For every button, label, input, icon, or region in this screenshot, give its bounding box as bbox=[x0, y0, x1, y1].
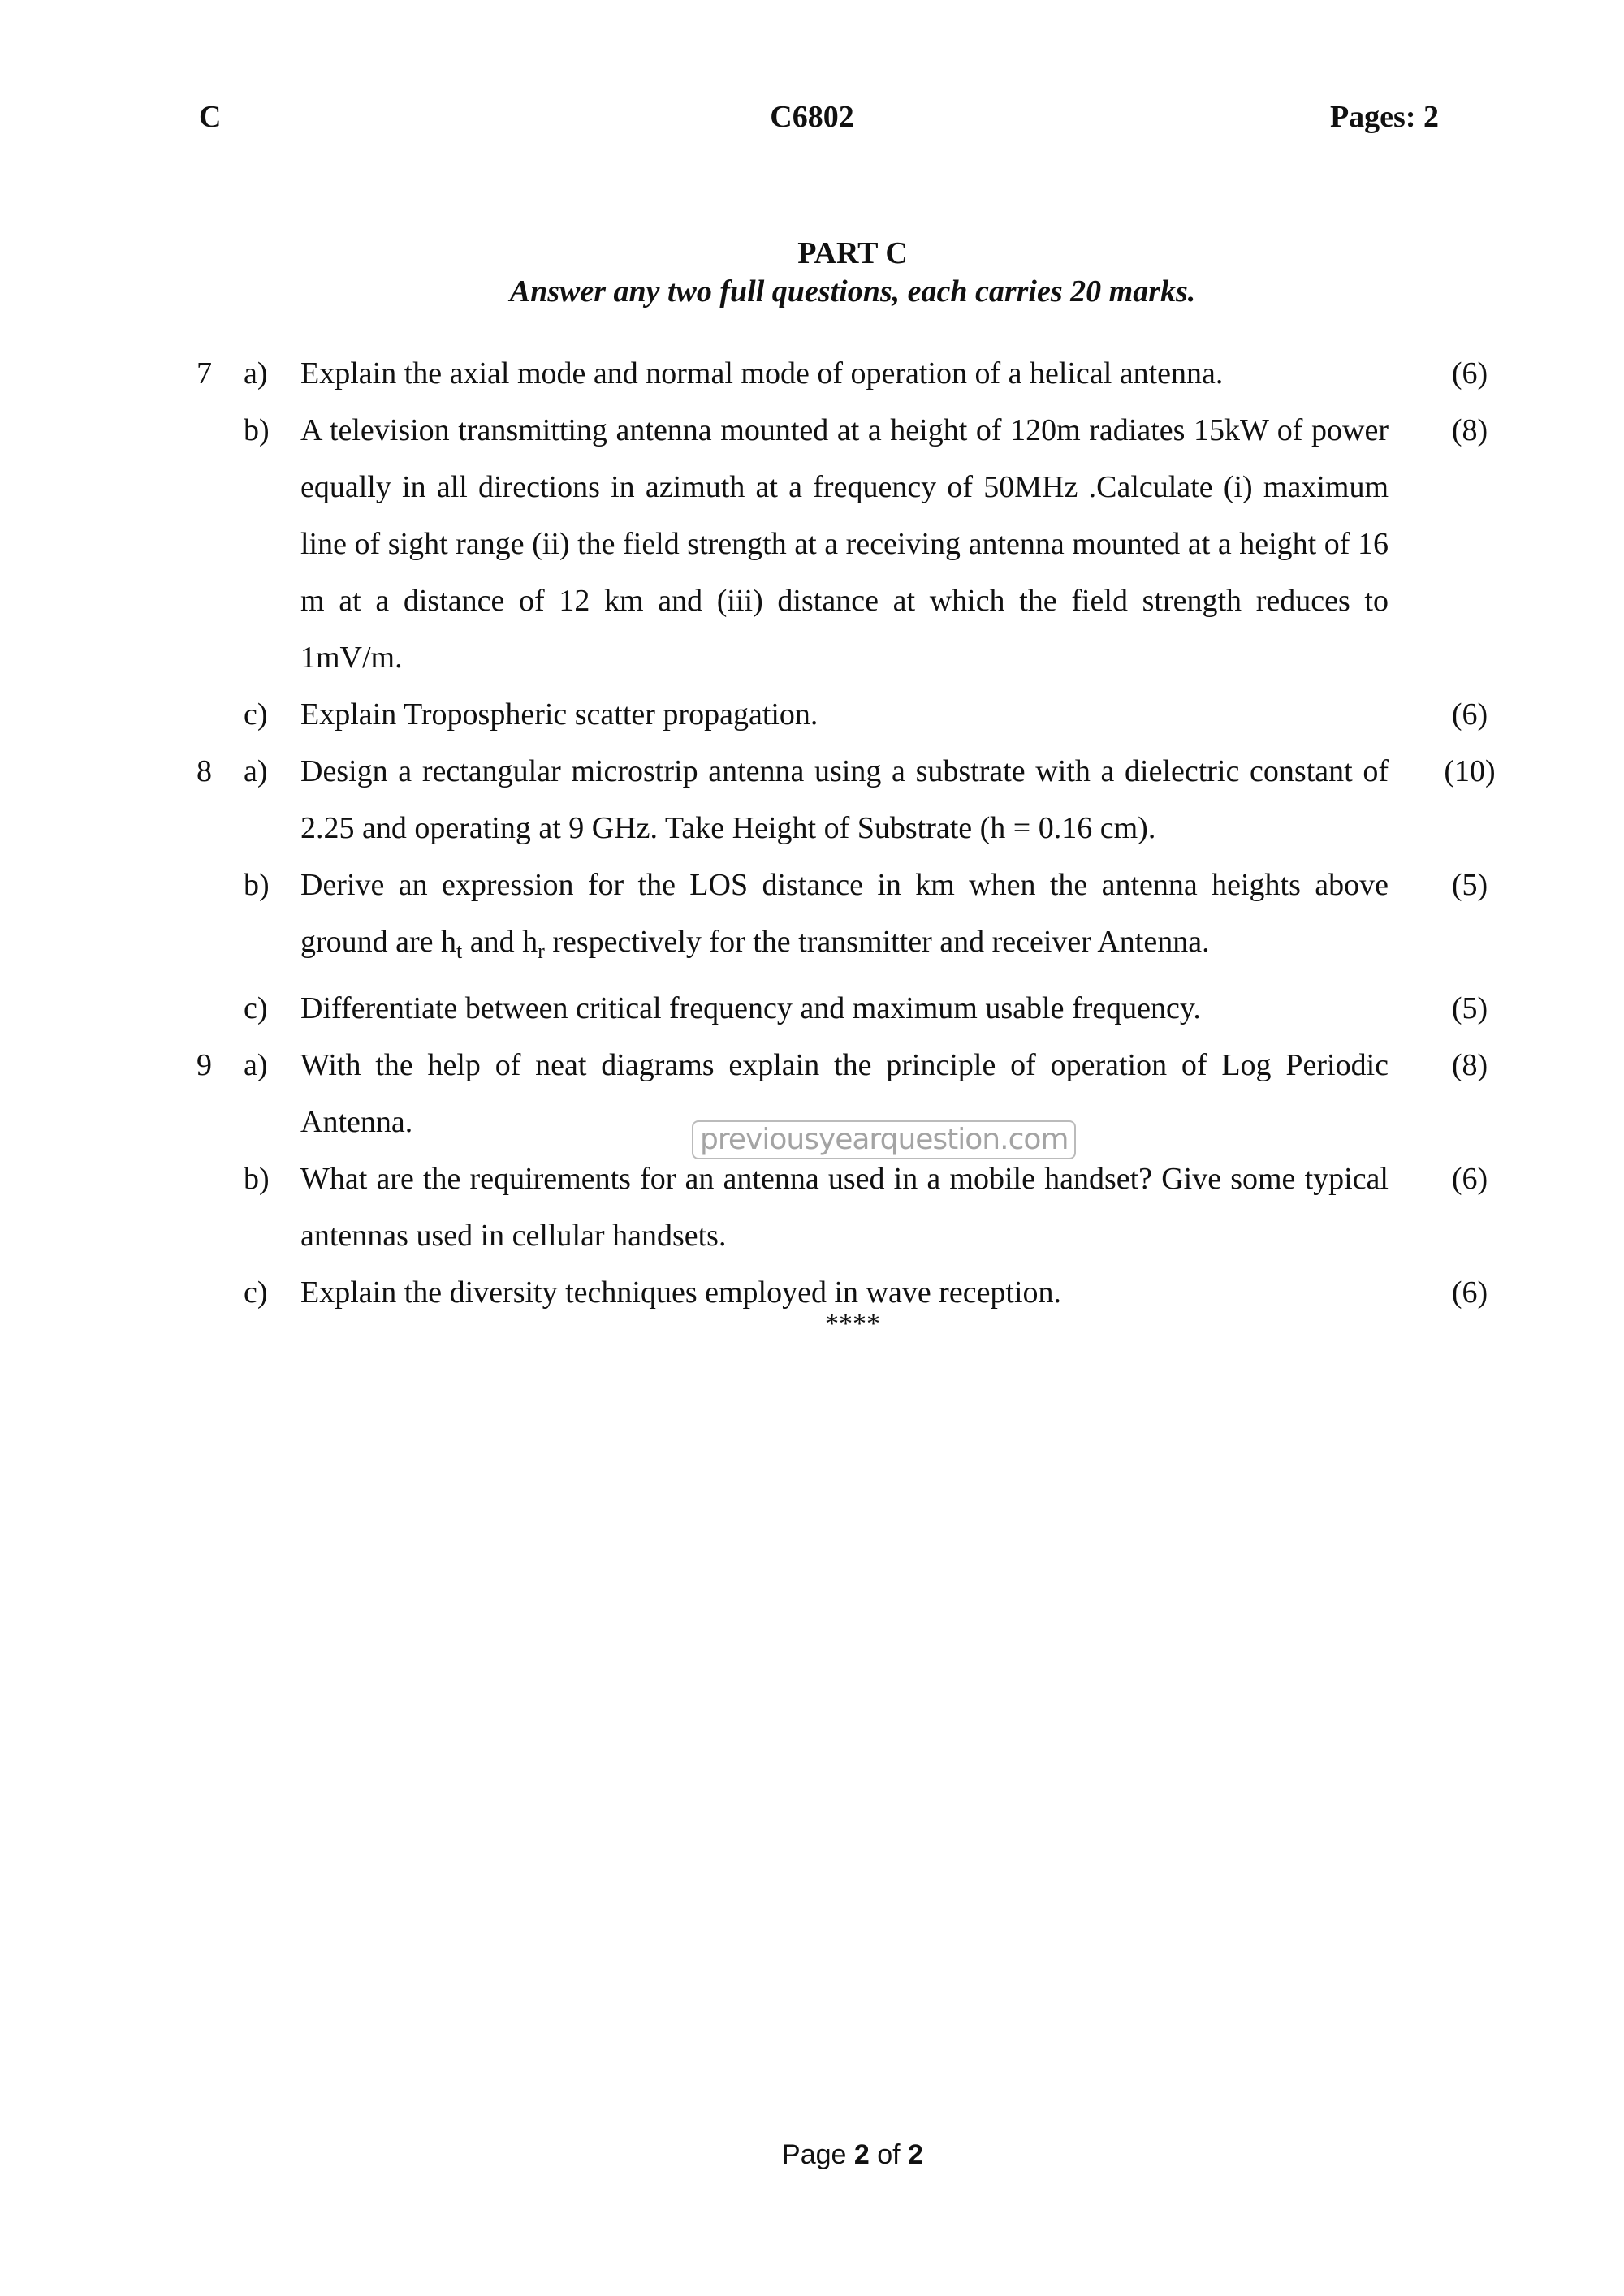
sub-label: b) bbox=[244, 1162, 270, 1196]
question-text: What are the requirements for an antenna used in a mobile handset? Give some typical antennas used in cellular handsets. bbox=[300, 1162, 1389, 1253]
question-list bbox=[0, 345, 1624, 1321]
question-text-start: Derive an expression for the LOS distance in km when the antenna heights above ground are h bbox=[300, 868, 1389, 959]
question-marks: (5) bbox=[1451, 868, 1488, 902]
sub-label: c) bbox=[244, 991, 268, 1025]
question-marks: (6) bbox=[1451, 1275, 1488, 1310]
subscript-t: t bbox=[456, 939, 463, 963]
sub-label: b) bbox=[244, 413, 270, 447]
question-marks: (8) bbox=[1451, 413, 1488, 447]
question-text bbox=[300, 857, 1389, 980]
subscript-r: r bbox=[538, 939, 545, 963]
question-marks: (5) bbox=[1451, 991, 1488, 1025]
question-text-end: respectively for the transmitter and receiver Antenna. bbox=[544, 925, 1210, 959]
sub-label: a) bbox=[244, 754, 268, 788]
question-text: Explain the diversity techniques employed in wave reception. bbox=[300, 1275, 1062, 1310]
watermark-logo: previousyearquestion.com bbox=[692, 1120, 1076, 1159]
part-instructions: Answer any two full questions, each carries 20 marks. bbox=[509, 274, 1196, 309]
question-number: 9 bbox=[197, 1048, 212, 1082]
footer-middle: of bbox=[869, 2139, 909, 2170]
part-title: PART C bbox=[797, 236, 908, 270]
question-7b bbox=[0, 402, 1624, 686]
question-8a bbox=[0, 743, 1624, 857]
sub-label: c) bbox=[244, 697, 268, 732]
footer-total-pages: 2 bbox=[908, 2139, 923, 2170]
question-text: Explain Tropospheric scatter propagation. bbox=[300, 697, 818, 732]
question-text: With the help of neat diagrams explain the principle of operation of Log Periodic Antenna. bbox=[300, 1048, 1389, 1139]
question-8b bbox=[0, 857, 1624, 980]
question-marks: (10) bbox=[1444, 754, 1496, 788]
question-number: 7 bbox=[197, 356, 212, 391]
question-text: Explain the axial mode and normal mode of operation of a helical antenna. bbox=[300, 356, 1224, 391]
question-marks: (6) bbox=[1451, 697, 1488, 732]
question-text: Differentiate between critical frequency and maximum usable frequency. bbox=[300, 991, 1201, 1025]
question-7c bbox=[0, 686, 1624, 743]
question-text-middle: and h bbox=[462, 925, 538, 959]
question-7a bbox=[0, 345, 1624, 402]
header-series: C bbox=[199, 100, 222, 134]
question-marks: (8) bbox=[1451, 1048, 1488, 1082]
question-text: Design a rectangular microstrip antenna using a substrate with a dielectric constant of 2.25 and operating at 9 GHz. Take Height of Substrate (h = 0.16 cm). bbox=[300, 754, 1389, 845]
page-count: Pages: 2 bbox=[1329, 100, 1439, 134]
exam-code: C6802 bbox=[770, 100, 854, 134]
footer-current-page: 2 bbox=[853, 2139, 870, 2170]
footer-prefix: Page bbox=[782, 2139, 854, 2170]
question-8c bbox=[0, 980, 1624, 1037]
end-of-questions-mark: **** bbox=[825, 1309, 880, 1339]
question-9b bbox=[0, 1150, 1624, 1264]
page-header bbox=[0, 99, 1624, 140]
sub-label: a) bbox=[244, 1048, 268, 1082]
question-marks: (6) bbox=[1451, 356, 1488, 391]
sub-label: a) bbox=[244, 356, 268, 391]
question-marks: (6) bbox=[1451, 1162, 1488, 1196]
sub-label: c) bbox=[244, 1275, 268, 1310]
question-number: 8 bbox=[197, 754, 212, 788]
sub-label: b) bbox=[244, 868, 270, 902]
question-text: A television transmitting antenna mounted at a height of 120m radiates 15kW of power equally in all directions in azimuth at a frequency of 50MHz .Calculate (i) maximum line of sight range (ii) the field strength at a receiving antenna mounted at a height of 16 m at a distance of 12 km and (iii) distance at which the field strength reduces to 1mV/m. bbox=[300, 413, 1389, 675]
page-footer bbox=[41, 2139, 1624, 2171]
